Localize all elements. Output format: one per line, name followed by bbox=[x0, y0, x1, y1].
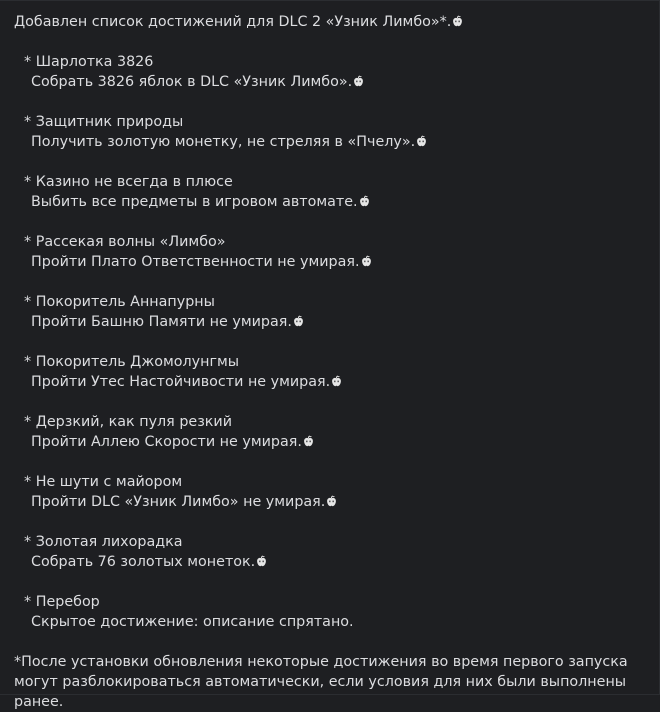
achievement-description bbox=[14, 612, 427, 632]
achievement-description-text: Пройти Башню Памяти не умирая. bbox=[31, 314, 292, 330]
achievement-description bbox=[14, 432, 427, 452]
achievement-description bbox=[14, 492, 427, 512]
achievement-description bbox=[14, 252, 427, 272]
achievement-description bbox=[14, 552, 427, 572]
achievement-item bbox=[14, 412, 427, 472]
chat-message bbox=[14, 12, 654, 710]
apple-sticker-icon bbox=[331, 375, 342, 387]
achievement-item bbox=[14, 532, 427, 592]
achievement-item bbox=[14, 112, 427, 172]
achievement-title bbox=[14, 112, 427, 132]
achievement-description-text: Скрытое достижение: описание спрятано. bbox=[31, 614, 354, 630]
achievement-title bbox=[14, 352, 427, 372]
achievement-title-text: Шарлотка 3826 bbox=[35, 54, 154, 70]
achievement-item bbox=[14, 292, 427, 352]
achievement-item bbox=[14, 352, 427, 412]
apple-sticker-icon bbox=[293, 315, 304, 327]
apple-sticker-icon bbox=[303, 435, 314, 447]
message-header bbox=[14, 12, 654, 32]
apple-sticker-icon bbox=[256, 555, 267, 567]
achievement-title bbox=[14, 292, 427, 312]
achievement-title-text: Защитник природы bbox=[35, 114, 184, 130]
apple-sticker-icon bbox=[416, 135, 427, 147]
achievement-bullet: * bbox=[24, 594, 32, 610]
apple-sticker-icon bbox=[326, 495, 337, 507]
message-header-text: Добавлен список достижений для DLC 2 «Узник Лимбо»*. bbox=[14, 14, 452, 30]
achievement-title-text: Рассекая волны «Лимбо» bbox=[35, 234, 226, 250]
achievement-bullet: * bbox=[24, 474, 32, 490]
apple-sticker-icon bbox=[452, 15, 463, 27]
achievement-list bbox=[14, 52, 427, 652]
achievement-description bbox=[14, 72, 427, 92]
apple-sticker-icon bbox=[353, 75, 364, 87]
achievement-title bbox=[14, 532, 427, 552]
achievement-item bbox=[14, 172, 427, 232]
footnote: *После установки обновления некоторые достижения во время первого запуска могут разблокироваться автоматически, если условия для них были выполнены ранее. bbox=[14, 654, 628, 710]
achievement-title-text: Казино не всегда в плюсе bbox=[35, 174, 233, 190]
achievement-item bbox=[14, 592, 427, 652]
achievement-bullet: * bbox=[24, 114, 32, 130]
achievement-description bbox=[14, 132, 427, 152]
achievement-title-text: Золотая лихорадка bbox=[35, 534, 183, 550]
achievement-bullet: * bbox=[24, 294, 32, 310]
achievement-title bbox=[14, 592, 427, 612]
achievement-description-text: Выбить все предметы в игровом автомате. bbox=[31, 194, 358, 210]
achievement-description bbox=[14, 192, 427, 212]
achievement-description bbox=[14, 312, 427, 332]
achievement-bullet: * bbox=[24, 534, 32, 550]
achievement-title bbox=[14, 52, 427, 72]
achievement-bullet: * bbox=[24, 54, 32, 70]
achievement-item bbox=[14, 232, 427, 292]
achievement-description-text: Собрать 76 золотых монеток. bbox=[31, 554, 256, 570]
achievement-title bbox=[14, 172, 427, 192]
achievement-item bbox=[14, 472, 427, 532]
achievement-title-text: Перебор bbox=[35, 594, 100, 610]
achievement-title bbox=[14, 472, 427, 492]
achievement-item bbox=[14, 52, 427, 112]
achievement-description-text: Пройти Аллею Скорости не умирая. bbox=[31, 434, 302, 450]
achievement-bullet: * bbox=[24, 234, 32, 250]
achievement-title-text: Покоритель Джомолунгмы bbox=[35, 354, 240, 370]
achievement-title bbox=[14, 232, 427, 252]
achievement-description-text: Собрать 3826 яблок в DLC «Узник Лимбо». bbox=[31, 74, 353, 90]
achievement-description-text: Пройти DLC «Узник Лимбо» не умирая. bbox=[31, 494, 326, 510]
apple-sticker-icon bbox=[361, 255, 372, 267]
achievement-title bbox=[14, 412, 427, 432]
achievement-title-text: Не шути с майором bbox=[35, 474, 183, 490]
achievement-description-text: Пройти Плато Ответственности не умирая. bbox=[31, 254, 360, 270]
achievement-description-text: Получить золотую монетку, не стреляя в «Пчелу». bbox=[31, 134, 416, 150]
achievement-description-text: Пройти Утес Настойчивости не умирая. bbox=[31, 374, 331, 390]
achievement-bullet: * bbox=[24, 354, 32, 370]
achievement-description bbox=[14, 372, 427, 392]
achievement-title-text: Дерзкий, как пуля резкий bbox=[35, 414, 233, 430]
achievement-bullet: * bbox=[24, 414, 32, 430]
achievement-bullet: * bbox=[24, 174, 32, 190]
apple-sticker-icon bbox=[359, 195, 370, 207]
achievement-title-text: Покоритель Аннапурны bbox=[35, 294, 215, 310]
